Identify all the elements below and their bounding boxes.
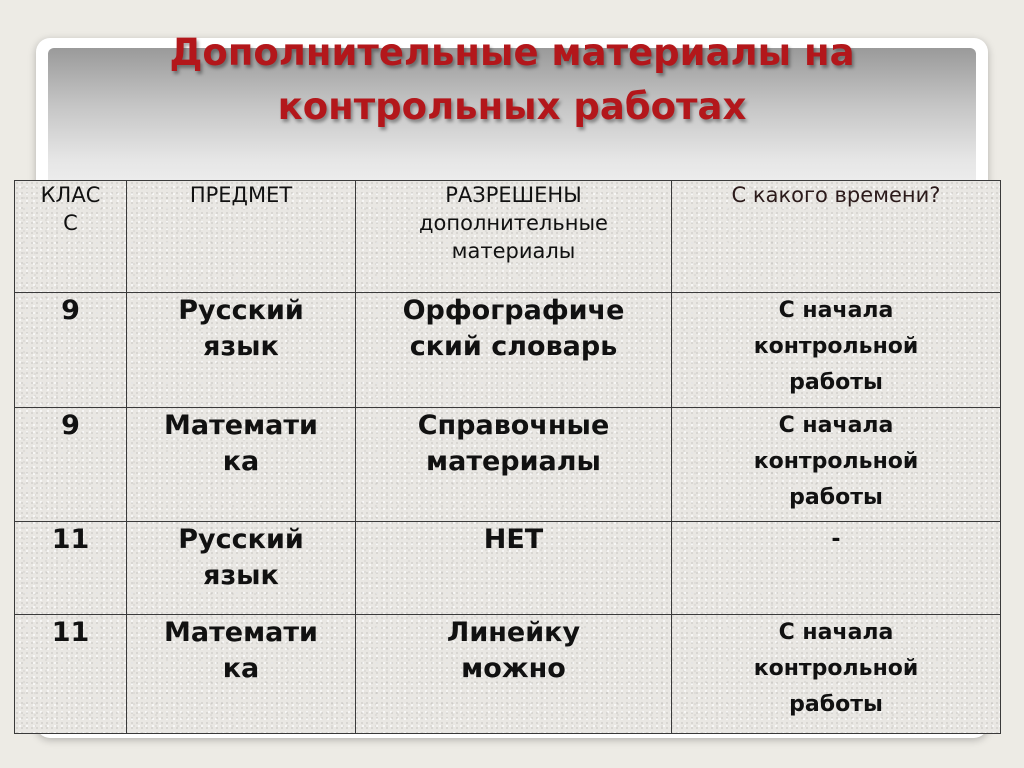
table-header-row bbox=[15, 181, 1001, 293]
header-allowed-materials: РАЗРЕШЕНЫ дополнительные материалы bbox=[356, 181, 672, 293]
table-row bbox=[15, 407, 1001, 522]
title-line-2: контрольных работах bbox=[277, 85, 747, 128]
header-subject: ПРЕДМЕТ bbox=[127, 181, 356, 293]
cell-since: С начала контрольной работы bbox=[672, 293, 1001, 408]
title-line-1: Дополнительные материалы на bbox=[169, 31, 855, 74]
cell-allowed: НЕТ bbox=[356, 522, 672, 615]
cell-allowed: Линейку можно bbox=[356, 615, 672, 734]
cell-subject: Русский язык bbox=[127, 293, 356, 408]
table-row bbox=[15, 615, 1001, 734]
cell-allowed: Орфографиче ский словарь bbox=[356, 293, 672, 408]
header-class: КЛАС С bbox=[15, 181, 127, 293]
cell-class: 9 bbox=[15, 293, 127, 408]
header-since-when: С какого времени? bbox=[672, 181, 1001, 293]
cell-subject: Русский язык bbox=[127, 522, 356, 615]
cell-allowed: Справочные материалы bbox=[356, 407, 672, 522]
cell-class: 11 bbox=[15, 615, 127, 734]
cell-subject: Математи ка bbox=[127, 407, 356, 522]
cell-class: 11 bbox=[15, 522, 127, 615]
page-title bbox=[48, 26, 976, 134]
cell-since: С начала контрольной работы bbox=[672, 615, 1001, 734]
cell-class: 9 bbox=[15, 407, 127, 522]
cell-since: - bbox=[672, 522, 1001, 615]
materials-table bbox=[14, 180, 1001, 734]
cell-subject: Математи ка bbox=[127, 615, 356, 734]
table-row bbox=[15, 293, 1001, 408]
table-row bbox=[15, 522, 1001, 615]
cell-since: С начала контрольной работы bbox=[672, 407, 1001, 522]
